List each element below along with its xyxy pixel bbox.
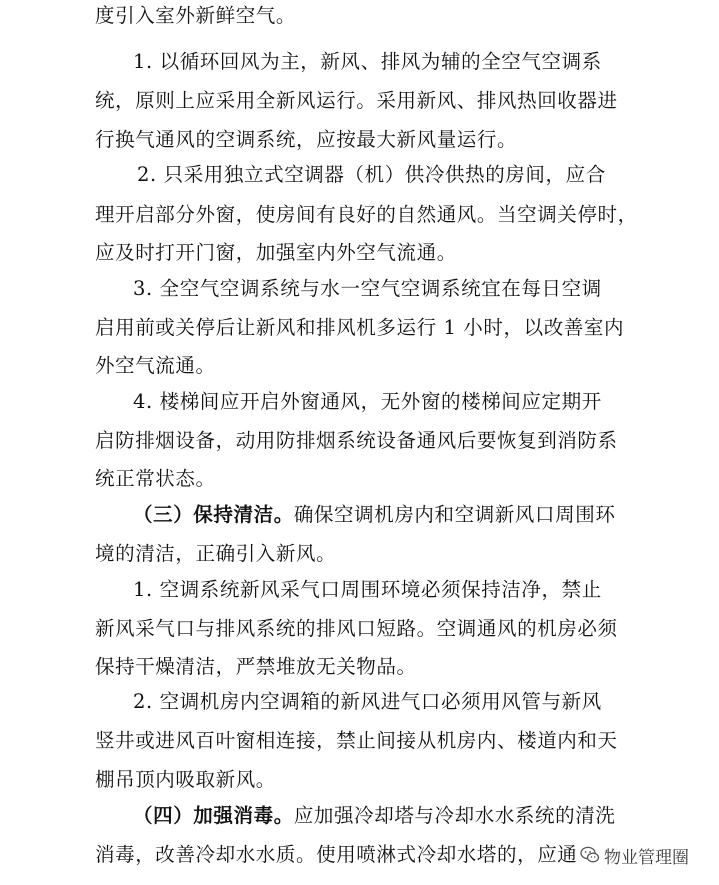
text-line: 新风采气口与排风系统的排风口短路。空调通风的机房必须	[95, 617, 618, 640]
text-line: 行换气通风的空调系统，应按最大新风量运行。	[95, 128, 518, 151]
section-text: 确保空调机房内和空调新风口周围环	[293, 503, 616, 526]
text-line: 外空气流通。	[95, 354, 216, 377]
text-line: 3. 全空气空调系统与水一空气空调系统宜在每日空调	[133, 277, 602, 300]
text-line: 理开启部分外窗，使房间有良好的自然通风。当空调关停时，	[95, 203, 638, 226]
section-heading: （四）加强消毒。	[133, 804, 294, 827]
text-line: 统，原则上应采用全新风运行。采用新风、排风热回收器进	[95, 89, 618, 112]
text-line: 1. 空调系统新风采气口周围环境必须保持洁净，禁止	[133, 578, 602, 601]
text-line: 1. 以循环回风为主，新风、排风为辅的全空气空调系	[133, 50, 602, 73]
section-heading-line	[133, 503, 663, 527]
text-line: 统正常状态。	[95, 467, 216, 490]
text-line: 度引入室外新鲜空气。	[95, 4, 297, 27]
text-line: 应及时打开门窗，加强室内外空气流通。	[95, 241, 457, 264]
text-line: 4. 楼梯间应开启外窗通风，无外窗的楼梯间应定期开	[133, 390, 602, 413]
text-line: 保持干燥清洁，严禁堆放无关物品。	[95, 655, 417, 678]
text-line: 棚吊顶内吸取新风。	[95, 768, 276, 791]
section-text: 应加强冷却塔与冷却水水系统的清洗	[293, 804, 616, 827]
text-line: 2. 只采用独立式空调器（机）供冷供热的房间，应合	[137, 163, 606, 186]
section-heading-line	[133, 804, 663, 828]
watermark	[580, 843, 693, 867]
watermark-text: 物业管理圈	[604, 847, 689, 868]
text-line: 2. 空调机房内空调箱的新风进气口必须用风管与新风	[133, 690, 602, 713]
wechat-icon	[580, 845, 600, 865]
text-line: 启防排烟设备，动用防排烟系统设备通风后要恢复到消防系	[95, 429, 618, 452]
text-line: 启用前或关停后让新风和排风机多运行 1 小时，以改善室内	[95, 316, 625, 339]
text-line: 境的清洁，正确引入新风。	[95, 542, 337, 565]
text-line: 消毒，改善冷却水水质。使用喷淋式冷却水塔的，应通	[95, 843, 578, 866]
text-line: 竖井或进风百叶窗相连接，禁止间接从机房内、楼道内和天	[95, 729, 618, 752]
section-heading: （三）保持清洁。	[133, 503, 294, 526]
